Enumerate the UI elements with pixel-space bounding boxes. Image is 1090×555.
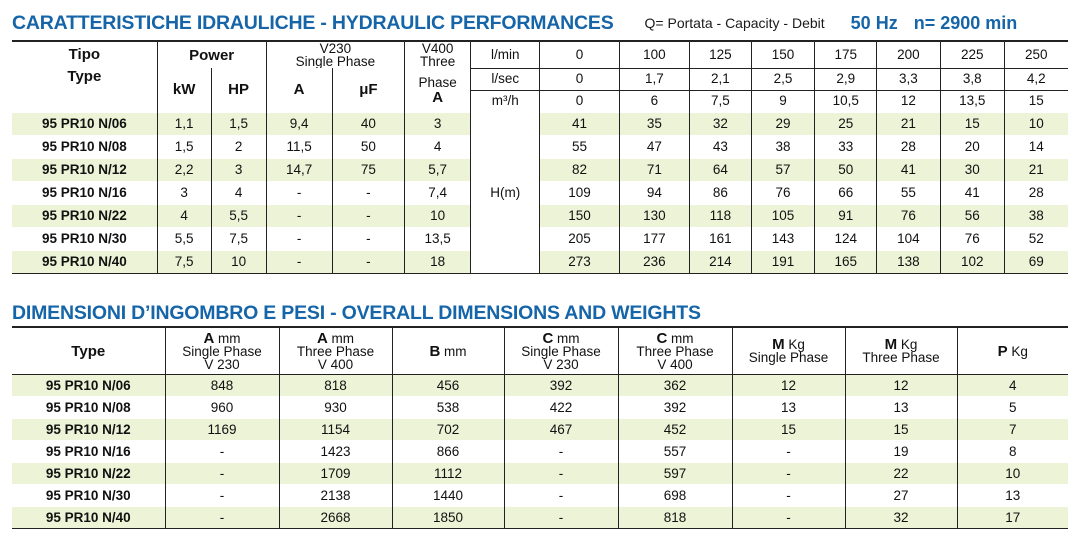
head-value-cell: 124 — [815, 227, 877, 250]
type-label: Type — [67, 68, 102, 85]
c1-cell: 392 — [504, 375, 618, 397]
model-cell: 95 PR10 N/30 — [12, 227, 157, 250]
head-value-cell: 71 — [619, 158, 689, 181]
uf-cell: - — [332, 250, 405, 273]
head-value-cell: 66 — [815, 181, 877, 204]
c3-cell: 597 — [618, 463, 732, 485]
a230-cell: - — [266, 204, 332, 227]
m1-cell: 15 — [732, 419, 845, 441]
dimensions-table — [12, 326, 1068, 529]
model-cell: 95 PR10 N/08 — [12, 397, 165, 419]
head-value-cell: 21 — [877, 112, 941, 135]
flow-lsec-7: 4,2 — [1004, 68, 1068, 90]
head-value-cell: 76 — [751, 181, 815, 204]
a3-cell: 818 — [279, 375, 392, 397]
p-cell: 13 — [957, 485, 1068, 507]
head-value-cell: 50 — [815, 158, 877, 181]
head-value-cell: 109 — [540, 181, 619, 204]
head-value-cell: 150 — [540, 204, 619, 227]
c3-cell: 557 — [618, 441, 732, 463]
c1-cell: - — [504, 441, 618, 463]
head-value-cell: 138 — [877, 250, 941, 273]
head-value-cell: 38 — [751, 135, 815, 158]
a3-cell: 2668 — [279, 507, 392, 529]
uf-cell: 75 — [332, 158, 405, 181]
uf-cell: 50 — [332, 135, 405, 158]
head-value-cell: 273 — [540, 250, 619, 273]
b-letter: B — [429, 342, 441, 360]
v400-header — [405, 41, 471, 68]
m3-unit: Kg — [900, 337, 918, 352]
b-cell: 1112 — [392, 463, 504, 485]
a400-cell: 13,5 — [405, 227, 471, 250]
c1-cell: 422 — [504, 397, 618, 419]
a1-cell: - — [165, 485, 279, 507]
model-cell: 95 PR10 N/40 — [12, 250, 157, 273]
a400-cell: 7,4 — [405, 181, 471, 204]
dimensions-row — [12, 375, 1068, 397]
a3-cell: 930 — [279, 397, 392, 419]
kw-cell: 1,1 — [157, 112, 211, 135]
uf-cell: - — [332, 181, 405, 204]
model-cell: 95 PR10 N/12 — [12, 419, 165, 441]
p-cell: 10 — [957, 463, 1068, 485]
frequency-label: 50 Hz — [850, 12, 898, 33]
three-label: Three — [420, 54, 456, 68]
a400-cell: 4 — [405, 135, 471, 158]
p-cell: 5 — [957, 397, 1068, 419]
a230-cell: - — [266, 181, 332, 204]
m3-letter: M — [884, 336, 898, 353]
b-header — [392, 327, 504, 375]
c-three-phase: Three Phase — [636, 343, 714, 359]
a3-cell: 1154 — [279, 419, 392, 441]
c3-cell: 818 — [618, 507, 732, 529]
head-value-cell: 21 — [1004, 158, 1068, 181]
a230-cell: 11,5 — [266, 135, 332, 158]
flow-lsec-5: 3,3 — [877, 68, 941, 90]
m3-cell: 12 — [845, 375, 957, 397]
hydraulic-row — [12, 158, 1068, 181]
a-v400: V 400 — [317, 356, 354, 372]
head-value-cell: 82 — [540, 158, 619, 181]
kw-cell: 7,5 — [157, 250, 211, 273]
uf-cell: - — [332, 227, 405, 250]
dimensions-title: DIMENSIONI D’INGOMBRO E PESI - OVERALL DIMENSIONS AND WEIGHTS — [12, 301, 701, 324]
lmin-label: l/min — [471, 41, 540, 68]
v230-label: V230 — [319, 41, 352, 56]
flow-m3h-6: 13,5 — [940, 90, 1004, 112]
uf-cell: - — [332, 204, 405, 227]
a-v230: V 230 — [204, 356, 240, 372]
flow-lmin-1: 100 — [619, 41, 689, 68]
a3-cell: 1423 — [279, 441, 392, 463]
head-value-cell: 41 — [540, 112, 619, 135]
amp3-label: A — [432, 88, 444, 106]
m-unit: Kg — [788, 337, 805, 352]
head-value-cell: 28 — [877, 135, 941, 158]
flow-lmin-7: 250 — [1004, 41, 1068, 68]
c-three-header — [618, 327, 732, 375]
c3-cell: 392 — [618, 397, 732, 419]
head-value-cell: 104 — [877, 227, 941, 250]
b-unit: mm — [444, 343, 467, 359]
dimensions-row — [12, 441, 1068, 463]
hydraulic-header — [12, 9, 1082, 37]
uf-header: μF — [332, 68, 405, 112]
flow-lmin-0: 0 — [540, 41, 619, 68]
head-value-cell: 236 — [619, 250, 689, 273]
hp-cell: 2 — [211, 135, 266, 158]
dimensions-header — [12, 299, 1082, 327]
model-cell: 95 PR10 N/08 — [12, 135, 157, 158]
c-v230: V 230 — [543, 356, 579, 372]
p-cell: 8 — [957, 441, 1068, 463]
b-cell: 866 — [392, 441, 504, 463]
phase-label: Phase — [418, 74, 457, 90]
a230-cell: - — [266, 250, 332, 273]
tipo-type-header — [12, 41, 157, 90]
a230-cell: 14,7 — [266, 158, 332, 181]
hydraulic-row — [12, 204, 1068, 227]
c3-cell: 452 — [618, 419, 732, 441]
dimensions-row — [12, 485, 1068, 507]
model-cell: 95 PR10 N/22 — [12, 204, 157, 227]
m1-cell: - — [732, 441, 845, 463]
m1-cell: 12 — [732, 375, 845, 397]
a-single-header — [165, 327, 279, 375]
head-value-cell: 52 — [1004, 227, 1068, 250]
head-value-cell: 118 — [690, 204, 752, 227]
p-unit: Kg — [1011, 343, 1028, 359]
head-value-cell: 161 — [690, 227, 752, 250]
head-value-cell: 165 — [815, 250, 877, 273]
capacity-note: Q= Portata - Capacity - Debit — [644, 15, 825, 31]
a1-cell: 848 — [165, 375, 279, 397]
m1-cell: - — [732, 463, 845, 485]
b-cell: 1440 — [392, 485, 504, 507]
m-single-header — [732, 327, 845, 375]
p-cell: 17 — [957, 507, 1068, 529]
head-value-cell: 69 — [1004, 250, 1068, 273]
head-value-cell: 94 — [619, 181, 689, 204]
m3-cell: 32 — [845, 507, 957, 529]
head-value-cell: 30 — [940, 158, 1004, 181]
p-cell: 7 — [957, 419, 1068, 441]
head-value-cell: 86 — [690, 181, 752, 204]
head-value-cell: 29 — [751, 112, 815, 135]
head-value-cell: 55 — [540, 135, 619, 158]
m3-cell: 15 — [845, 419, 957, 441]
m-single-phase: Single Phase — [748, 350, 829, 365]
hp-header: HP — [211, 68, 266, 112]
model-cell: 95 PR10 N/06 — [12, 112, 157, 135]
c1-cell: 467 — [504, 419, 618, 441]
head-value-cell: 191 — [751, 250, 815, 273]
a230-cell: - — [266, 227, 332, 250]
uf-cell: 40 — [332, 112, 405, 135]
p-header — [957, 327, 1068, 375]
head-value-cell: 33 — [815, 135, 877, 158]
flow-lmin-3: 150 — [751, 41, 815, 68]
c-v400: V 400 — [657, 356, 693, 372]
head-value-cell: 130 — [619, 204, 689, 227]
lsec-label: l/sec — [471, 68, 540, 90]
hp-cell: 5,5 — [211, 204, 266, 227]
m-three-header — [845, 327, 957, 375]
c-letter: C — [542, 329, 554, 347]
dimensions-row — [12, 397, 1068, 419]
head-value-cell: 55 — [877, 181, 941, 204]
flow-lmin-4: 175 — [815, 41, 877, 68]
hp-cell: 1,5 — [211, 112, 266, 135]
a-three-header — [279, 327, 392, 375]
head-value-cell: 177 — [619, 227, 689, 250]
head-value-cell: 143 — [751, 227, 815, 250]
m1-cell: - — [732, 485, 845, 507]
head-value-cell: 10 — [1004, 112, 1068, 135]
dimensions-row — [12, 419, 1068, 441]
hp-cell: 3 — [211, 158, 266, 181]
model-cell: 95 PR10 N/40 — [12, 507, 165, 529]
flow-lsec-3: 2,5 — [751, 68, 815, 90]
kw-cell: 5,5 — [157, 227, 211, 250]
a230-cell: 9,4 — [266, 112, 332, 135]
hydraulic-row — [12, 250, 1068, 273]
single-phase-label: Single Phase — [295, 54, 376, 68]
a-single-phase: Single Phase — [182, 343, 262, 359]
m3-cell: 19 — [845, 441, 957, 463]
c1-cell: - — [504, 485, 618, 507]
flow-lmin-6: 225 — [940, 41, 1004, 68]
a1-cell: - — [165, 507, 279, 529]
a1-cell: - — [165, 441, 279, 463]
head-value-cell: 64 — [690, 158, 752, 181]
head-value-cell: 205 — [540, 227, 619, 250]
flow-m3h-4: 10,5 — [815, 90, 877, 112]
hp-cell: 7,5 — [211, 227, 266, 250]
head-value-cell: 105 — [751, 204, 815, 227]
dim-type-header: Type — [12, 327, 165, 375]
tipo-label: Tipo — [68, 46, 101, 63]
flow-m3h-7: 15 — [1004, 90, 1068, 112]
head-value-cell: 28 — [1004, 181, 1068, 204]
a400-cell: 10 — [405, 204, 471, 227]
flow-lsec-2: 2,1 — [690, 68, 752, 90]
flow-lsec-0: 0 — [540, 68, 619, 90]
v400-label: V400 — [421, 41, 454, 56]
hydraulic-row — [12, 181, 1068, 204]
head-value-cell: 76 — [877, 204, 941, 227]
a400-cell: 18 — [405, 250, 471, 273]
c3-unit: mm — [671, 330, 694, 346]
b-cell: 702 — [392, 419, 504, 441]
hydraulic-title: CARATTERISTICHE IDRAULICHE - HYDRAULIC PERFORMANCES — [12, 11, 614, 34]
head-value-cell: 14 — [1004, 135, 1068, 158]
flow-m3h-3: 9 — [751, 90, 815, 112]
model-cell: 95 PR10 N/16 — [12, 441, 165, 463]
a-unit: mm — [218, 330, 241, 346]
v230-header — [266, 41, 405, 68]
a1-cell: 1169 — [165, 419, 279, 441]
a3-cell: 2138 — [279, 485, 392, 507]
head-value-cell: 32 — [690, 112, 752, 135]
flow-lsec-6: 3,8 — [940, 68, 1004, 90]
speed-label: n= 2900 min — [913, 12, 1018, 33]
c3-cell: 698 — [618, 485, 732, 507]
m3-cell: 13 — [845, 397, 957, 419]
head-value-cell: 41 — [877, 158, 941, 181]
c1-cell: - — [504, 463, 618, 485]
m3-cell: 27 — [845, 485, 957, 507]
head-value-cell: 56 — [940, 204, 1004, 227]
m3-cell: 22 — [845, 463, 957, 485]
head-value-cell: 76 — [940, 227, 1004, 250]
a400-cell: 5,7 — [405, 158, 471, 181]
dimensions-row — [12, 463, 1068, 485]
head-value-cell: 47 — [619, 135, 689, 158]
a1-cell: - — [165, 463, 279, 485]
head-value-cell: 38 — [1004, 204, 1068, 227]
a3-cell: 1709 — [279, 463, 392, 485]
a-letter: A — [203, 329, 215, 347]
model-cell: 95 PR10 N/22 — [12, 463, 165, 485]
head-value-cell: 20 — [940, 135, 1004, 158]
m3h-label: m³/h — [471, 90, 540, 112]
c3-letter: C — [656, 329, 668, 347]
c3-cell: 362 — [618, 375, 732, 397]
flow-m3h-5: 12 — [877, 90, 941, 112]
m1-cell: 13 — [732, 397, 845, 419]
head-value-cell: 102 — [940, 250, 1004, 273]
c-single-header — [504, 327, 618, 375]
dimensions-row — [12, 507, 1068, 529]
kw-header: kW — [157, 68, 211, 112]
m-letter: M — [772, 336, 785, 353]
a-three-phase: Three Phase — [296, 343, 375, 359]
hydraulic-row — [12, 227, 1068, 250]
head-label: H(m) — [471, 112, 540, 273]
c-single-phase: Single Phase — [521, 343, 601, 359]
m-three-phase: Three Phase — [862, 350, 940, 365]
flow-m3h-2: 7,5 — [690, 90, 752, 112]
power-header: Power — [157, 41, 266, 68]
a3-unit: mm — [331, 330, 355, 346]
b-cell: 538 — [392, 397, 504, 419]
tipo-spacer — [12, 90, 157, 112]
p-cell: 4 — [957, 375, 1068, 397]
c-unit: mm — [557, 330, 580, 346]
model-cell: 95 PR10 N/30 — [12, 485, 165, 507]
a1-cell: 960 — [165, 397, 279, 419]
hydraulic-row — [12, 135, 1068, 158]
head-value-cell: 43 — [690, 135, 752, 158]
flow-m3h-0: 0 — [540, 90, 619, 112]
flow-m3h-1: 6 — [619, 90, 689, 112]
head-value-cell: 214 — [690, 250, 752, 273]
hydraulic-table — [12, 40, 1068, 274]
a400-cell: 3 — [405, 112, 471, 135]
head-value-cell: 25 — [815, 112, 877, 135]
head-value-cell: 41 — [940, 181, 1004, 204]
kw-cell: 2,2 — [157, 158, 211, 181]
b-cell: 456 — [392, 375, 504, 397]
kw-cell: 3 — [157, 181, 211, 204]
hydraulic-row — [12, 112, 1068, 135]
head-value-cell: 35 — [619, 112, 689, 135]
model-cell: 95 PR10 N/06 — [12, 375, 165, 397]
model-cell: 95 PR10 N/12 — [12, 158, 157, 181]
hp-cell: 10 — [211, 250, 266, 273]
hp-cell: 4 — [211, 181, 266, 204]
kw-cell: 1,5 — [157, 135, 211, 158]
model-cell: 95 PR10 N/16 — [12, 181, 157, 204]
p-letter: P — [997, 342, 1008, 360]
head-value-cell: 15 — [940, 112, 1004, 135]
b-cell: 1850 — [392, 507, 504, 529]
amp-header: A — [266, 68, 332, 112]
a3-letter: A — [316, 329, 328, 347]
v400-phase-header — [405, 68, 471, 112]
flow-lsec-4: 2,9 — [815, 68, 877, 90]
c1-cell: - — [504, 507, 618, 529]
flow-lmin-5: 200 — [877, 41, 941, 68]
kw-cell: 4 — [157, 204, 211, 227]
m1-cell: - — [732, 507, 845, 529]
flow-lmin-2: 125 — [690, 41, 752, 68]
flow-lsec-1: 1,7 — [619, 68, 689, 90]
head-value-cell: 91 — [815, 204, 877, 227]
head-value-cell: 57 — [751, 158, 815, 181]
